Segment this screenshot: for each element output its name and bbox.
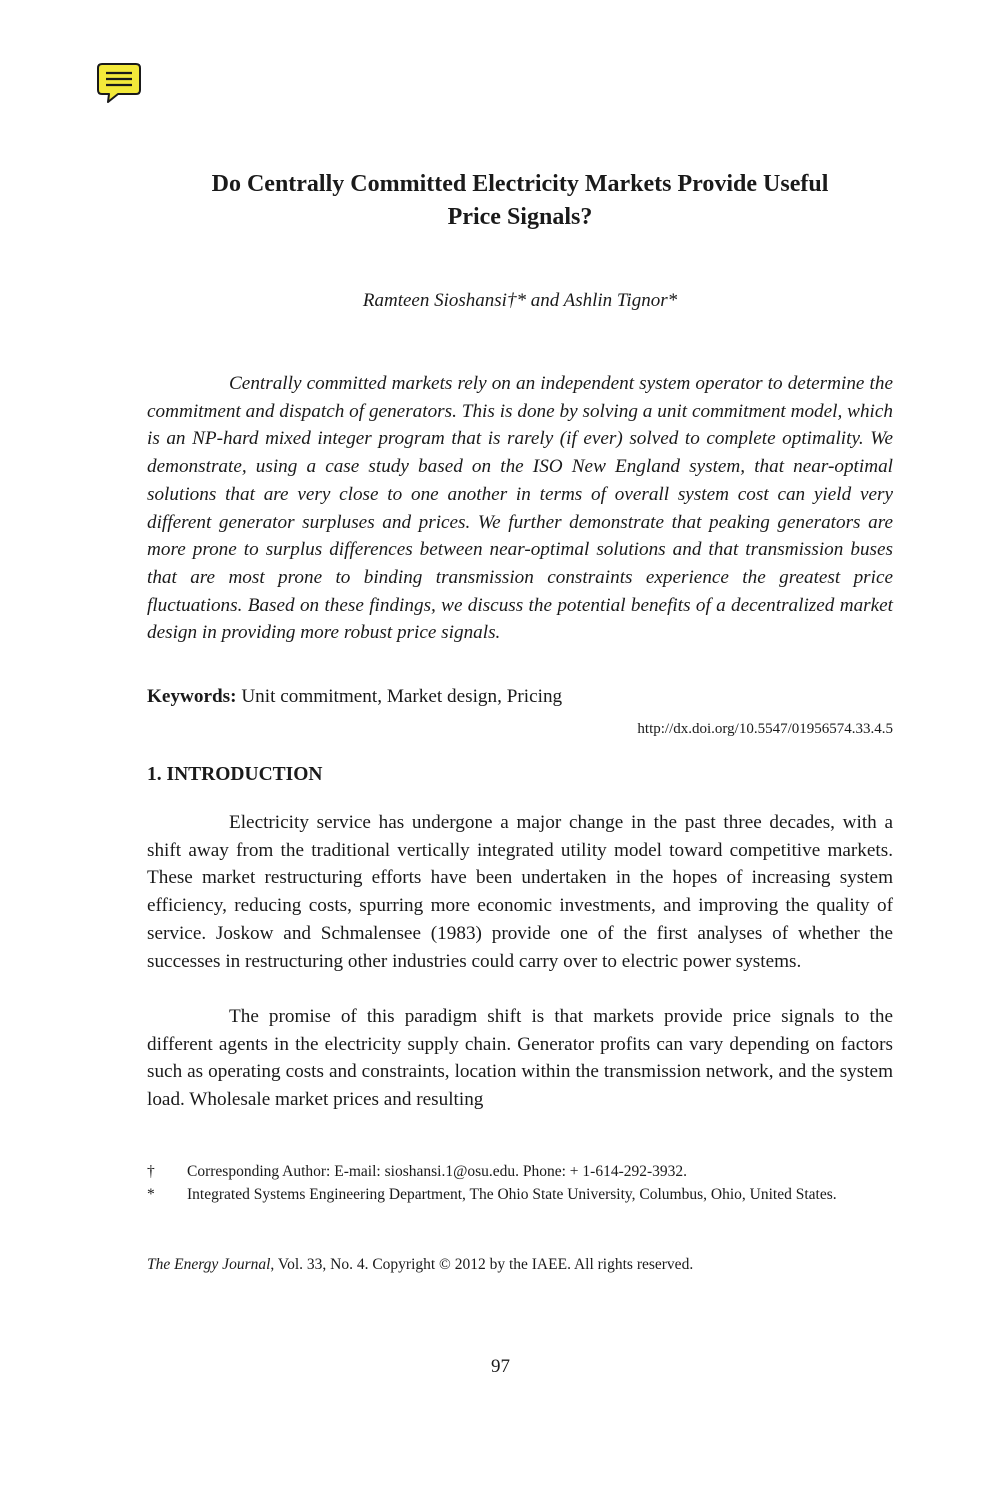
page-number: 97 [491,1356,510,1377]
doi-link[interactable]: http://dx.doi.org/10.5547/01956574.33.4.5 [637,721,893,737]
footnote-text: Corresponding Author: E-mail: sioshansi.1@osu.edu. Phone: + 1-614-292-3932. [187,1163,688,1180]
abstract: Centrally committed markets rely on an independent system operator to determine the commitment and dispatch of generators. This is done by solving a unit commitment model, which is an NP-hard mixed integer program that is rarely (if ever) solved to complete optimality. We demonstrate, using a case study based on the ISO New England system, that near-optimal solutions that are very close to one another in terms of overall system cost can yield very different generator surpluses and prices. We further demonstrate that peaking generators are more prone to surplus differences between near-optimal solutions and that transmission buses that are most prone to binding transmission constraints experience the greatest price fluctuations. Based on these findings, we discuss the potential benefits of a decentralized market design in providing more robust price signals. [147,373,893,644]
intro-paragraph-2: The promise of this paradigm shift is that markets provide price signals to the different agents in the electricity supply chain. Generator profits can vary depending on factors such as operating costs and constraints, location within the transmission network, and the system load. Wholesale market prices and resulting [147,1006,893,1111]
footnotes [147,1160,893,1206]
paper-authors: Ramteen Sioshansi†* and Ashlin Tignor* [362,290,678,311]
note-comment-icon[interactable] [96,61,142,105]
footnote-corresponding-author [147,1160,893,1183]
keywords-label: Keywords: [147,686,237,707]
footnote-mark-asterisk: * [147,1186,155,1203]
intro-paragraph-1: Electricity service has undergone a major change in the past three decades, with a shift away from the traditional vertically integrated utility model toward competitive markets. These market restructuring efforts have been undertaken in the hopes of increasing system efficiency, reducing costs, spurring more economic investments, and improving the quality of service. Joskow and Schmalensee (1983) provide one of the first analyses of whether the successes in restructuring other industries could carry over to electric power systems. [147,812,893,972]
keywords-list: Unit commitment, Market design, Pricing [241,686,563,707]
paper-title [147,168,893,234]
paper-title-line-1: Do Centrally Committed Electricity Markets Provide Useful [211,171,829,197]
section-heading-introduction: 1. INTRODUCTION [147,764,323,785]
keywords [147,683,893,710]
footnote-mark-dagger: † [147,1163,155,1180]
footnote-text: Integrated Systems Engineering Department, The Ohio State University, Columbus, Ohio, United States. [187,1186,837,1203]
footnote-affiliation [147,1183,893,1206]
journal-name: The Energy Journal [147,1256,271,1273]
journal-citation [147,1253,693,1276]
paper-title-line-2: Price Signals? [447,204,593,230]
citation-details: , Vol. 33, No. 4. Copyright © 2012 by the IAEE. All rights reserved. [270,1256,694,1273]
